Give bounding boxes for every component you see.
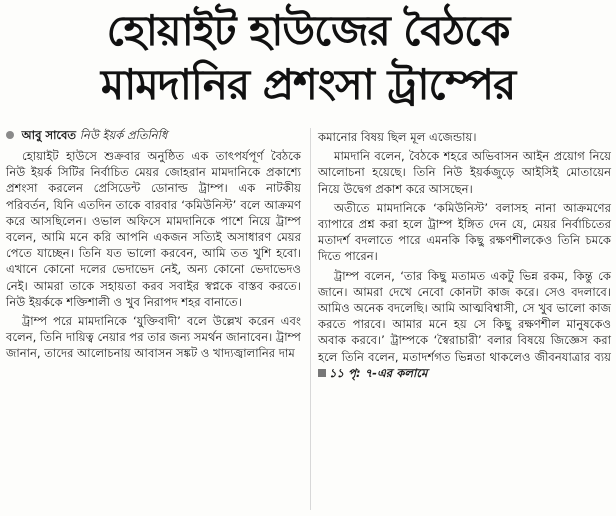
article-column-right bbox=[318, 129, 611, 384]
headline-line-2: মামদানির প্রশংসা ট্রাম্পের bbox=[100, 60, 516, 109]
continued-jump bbox=[318, 366, 427, 380]
byline-author: আবু সাবেত bbox=[21, 128, 77, 142]
bullet-dot-icon bbox=[6, 131, 14, 139]
byline bbox=[6, 127, 306, 143]
byline-role: নিউ ইয়র্ক প্রতিনিধি bbox=[79, 128, 168, 142]
paragraph: হোয়াইট হাউসে শুক্রবার অনুষ্ঠিত এক তাৎপর্যপূর্ণ বৈঠকে নিউ ইয়র্ক সিটির নির্বাচিত মেয়র জোহরান মামদানিকে প্রকাশ্যে প্রশংসা করলেন প্রেসিডেন্ট ডোনাল্ড ট্রাম্প। এক নাটকীয় পরিবর্তন, যিনি এতদিন তাকে বারবার ‘কমিউনিস্ট’ বলে আক্রমণ করে আসছিলেন। ওভাল অফিসে মামদানিকে পাশে নিয়ে ট্রাম্প বলেন, আমি মনে করি আপনি একজন সত্যিই অসাধারণ মেয়র পেতে যাচ্ছেন। তিনি যত ভালো করবেন, আমি তত খুশি হবো। এখানে কোনো দলের ভেদাভেদ নেই, অন্য কোনো ভেদাভেদও নেই। আমরা তাকে সহায়তা করব সবাইর স্বপ্নকে বাস্তব করতে। নিউ ইয়র্ককে শক্তিশালী ও খুব নিরাপদ শহর বানাতে। bbox=[6, 149, 301, 309]
paragraph: মামদানি বলেন, বৈঠকে শহরে অভিবাসন আইন প্রয়োগ নিয়ে আলোচনা হয়েছে। তিনি নিউ ইয়র্কজুড়ে আইসিই মোতায়েন নিয়ে উদ্বেগ প্রকাশ করে আসছেন। bbox=[318, 149, 611, 196]
paragraph: অতীতে মামদানিকে ‘কমিউনিস্ট’ বলাসহ নানা আক্রমণের ব্যাপারে প্রশ্ন করা হলে ট্রাম্প ইঙ্গিত দেন যে, মেয়র নির্বাচিতের মতাদর্শ বদলাতে পারে এমনকি কিছু রক্ষণশীলকেও তিনি চমকে দিতে পারেন। bbox=[318, 200, 611, 264]
headline bbox=[0, 4, 616, 112]
column-divider bbox=[310, 128, 311, 510]
paragraph: কমানোর বিষয় ছিল মূল এজেন্ডায়। bbox=[318, 130, 477, 144]
paragraph bbox=[318, 268, 611, 381]
headline-line-1: হোয়াইট হাউজের বৈঠকে bbox=[106, 6, 510, 55]
article-column-left bbox=[6, 148, 301, 365]
square-bullet-icon bbox=[318, 369, 326, 377]
paragraph-text: ট্রাম্প বলেন, ‘তার কিছু মতামত একটু ভিন্ন রকম, কিন্তু কে জানে। আমরা দেখে নেবো কোনটা কাজ করে। সেও বদলাবে। আমিও অনেক বদলেছি। আমি আত্মবিশ্বাসী, সে খুব ভালো কাজ করতে পারবে। আমার মনে হয় সে কিছু রক্ষণশীল মানুষকেও অবাক করবে।’ ট্রাম্পকে ‘স্বৈরাচারী’ বলার বিষয়ে জিজ্ঞেস করা হলে তিনি বলেন, মতাদর্শগত ভিন্নতা থাকলেও জীবনযাত্রার ব্যয় bbox=[318, 268, 611, 364]
continued-jump-text: ১১ পৃ: ৭-এর কলামে bbox=[329, 365, 428, 380]
paragraph: ট্রাম্প পরে মামদানিকে ‘যুক্তিবাদী’ বলে উল্লেখ করেন এবং বলেন, তিনি দায়িত্ব নেয়ার পর তার জন্য সমর্থন জানাবেন। ট্রাম্প জানান, তাদের আলোচনায় আবাসন সঙ্কট ও খাদ্যজ্বালানির দাম bbox=[6, 314, 301, 361]
